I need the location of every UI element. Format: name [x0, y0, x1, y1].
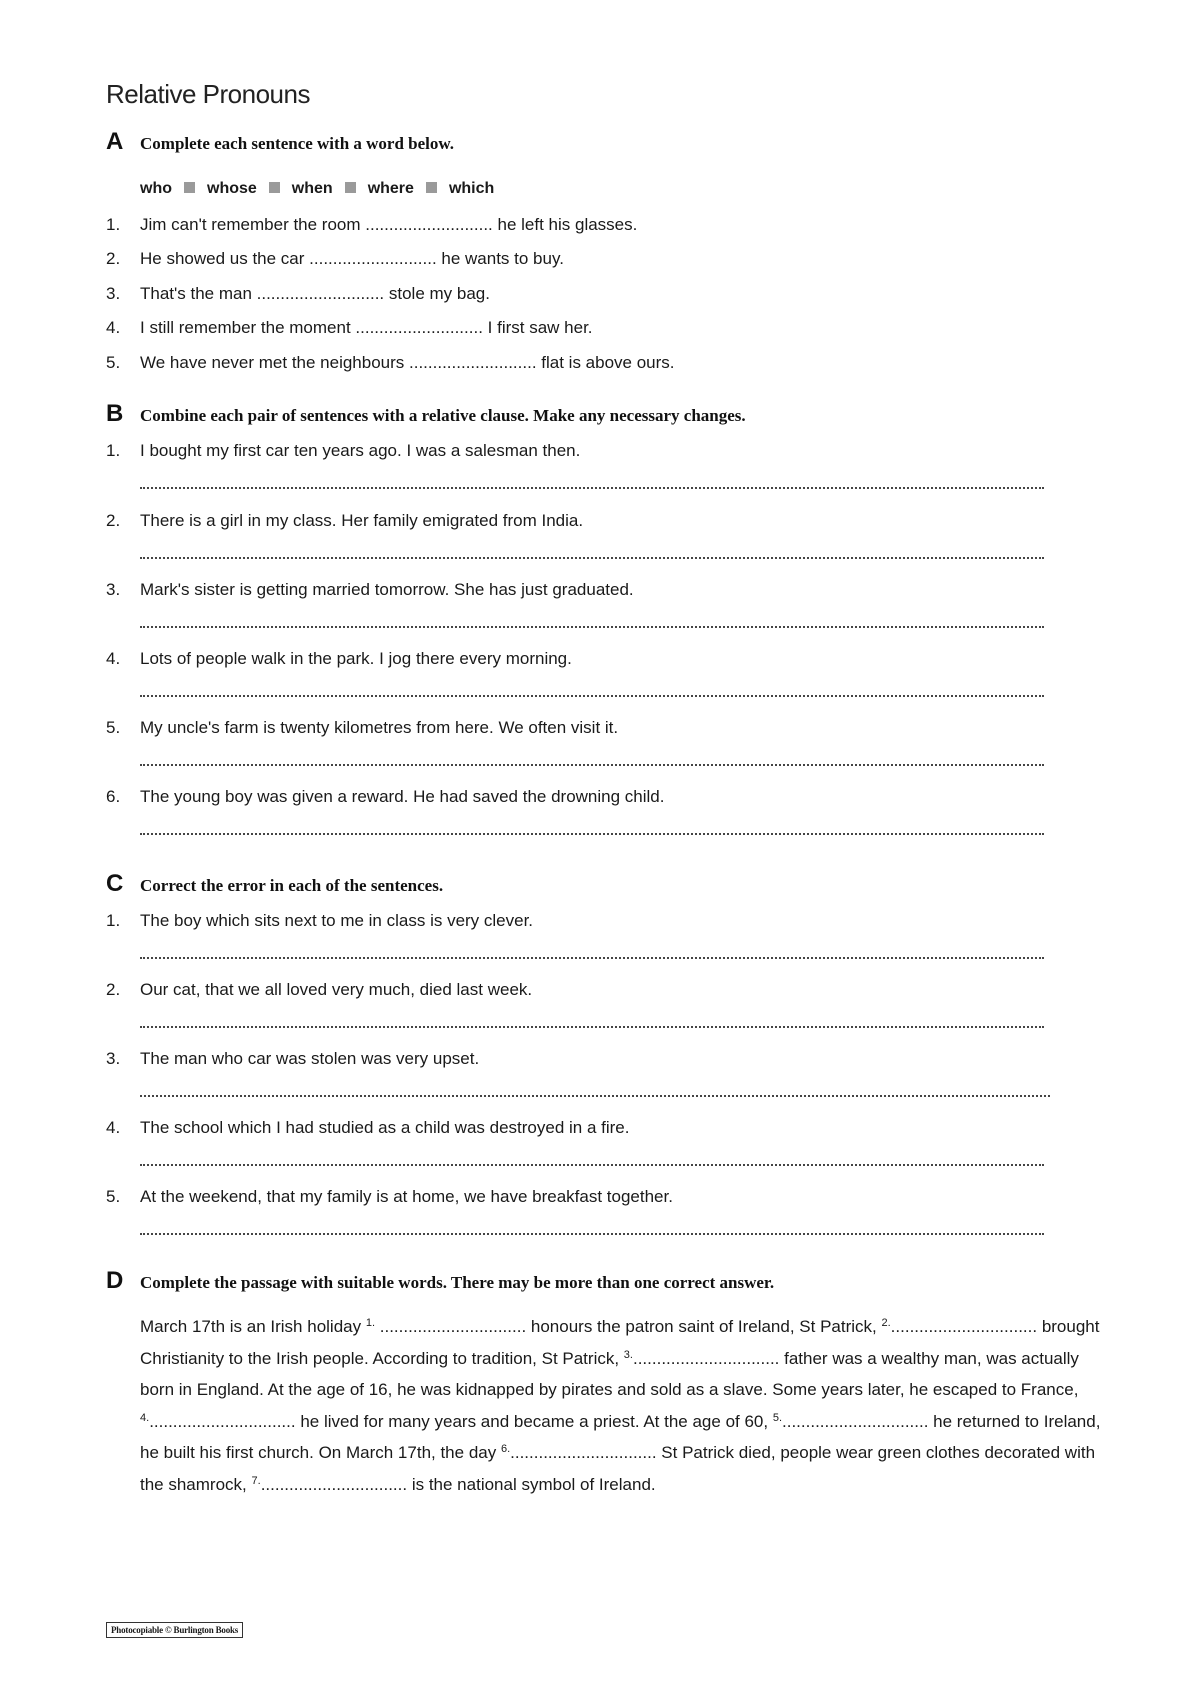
- separator-square-icon: [269, 182, 280, 193]
- section-a-letter: A: [106, 128, 124, 155]
- answer-line[interactable]: [140, 1233, 1044, 1235]
- section-d-letter: D: [106, 1267, 124, 1294]
- answer-line[interactable]: [140, 957, 1044, 959]
- separator-square-icon: [184, 182, 195, 193]
- item-number: 4.: [106, 1118, 121, 1137]
- gap-number: 1.: [365, 1317, 376, 1329]
- section-b-letter: B: [106, 400, 124, 427]
- item-text: We have never met the neighbours ........................... flat is above ours.: [140, 353, 675, 372]
- item-text: My uncle's farm is twenty kilometres from here. We often visit it.: [140, 718, 619, 737]
- passage-gap-text[interactable]: ............................... St Patrick died, people wear green clothes decorated with the shamrock,: [140, 1443, 1096, 1494]
- item-number: 4.: [106, 649, 121, 668]
- item-number: 3.: [106, 1049, 121, 1068]
- copyright-footer: Photocopiable © Burlington Books: [106, 1622, 243, 1638]
- passage-gap-text[interactable]: ............................... he returned to Ireland, he built his first church. On March 17th, the day: [140, 1411, 1101, 1462]
- gap-number: 7.: [251, 1474, 261, 1487]
- page-title: Relative Pronouns: [106, 79, 310, 109]
- item-number: 5.: [106, 718, 121, 737]
- item-text: The school which I had studied as a child was destroyed in a fire.: [140, 1118, 630, 1137]
- passage-gap-text[interactable]: ............................... brought Christianity to the Irish people. According to tradition, St Patrick,: [140, 1317, 1100, 1368]
- answer-line[interactable]: [140, 557, 1044, 559]
- answer-line[interactable]: [140, 695, 1044, 697]
- item-number: 1.: [106, 911, 121, 930]
- answer-line[interactable]: [140, 626, 1044, 628]
- item-number: 2.: [106, 249, 121, 268]
- item-text: The man who car was stolen was very upset.: [140, 1049, 480, 1068]
- word-box-word: when: [291, 180, 333, 197]
- passage-gap-text[interactable]: ............................... is the national symbol of Ireland.: [260, 1474, 656, 1494]
- answer-line[interactable]: [140, 1026, 1044, 1028]
- item-text: Mark's sister is getting married tomorrow. She has just graduated.: [140, 580, 634, 599]
- item-text: There is a girl in my class. Her family emigrated from India.: [140, 511, 584, 530]
- section-d-instruction: Complete the passage with suitable words. There may be more than one correct answer.: [140, 1273, 775, 1292]
- item-number: 5.: [106, 1187, 121, 1206]
- passage-text: March 17th is an Irish holiday: [140, 1317, 366, 1336]
- answer-line[interactable]: [140, 1164, 1044, 1166]
- separator-square-icon: [426, 182, 437, 193]
- item-text: Lots of people walk in the park. I jog there every morning.: [140, 649, 572, 668]
- passage-gap-text[interactable]: ............................... honours the patron saint of Ireland, St Patrick,: [375, 1317, 882, 1336]
- item-text: I still remember the moment ........................... I first saw her.: [140, 318, 593, 337]
- section-c-letter: C: [106, 870, 124, 897]
- word-box: [140, 180, 494, 198]
- section-a-instruction: Complete each sentence with a word below.: [140, 134, 454, 153]
- answer-line[interactable]: [140, 764, 1044, 766]
- gap-number: 5.: [772, 1411, 783, 1424]
- item-text: At the weekend, that my family is at home, we have breakfast together.: [140, 1187, 673, 1206]
- word-box-word: where: [367, 180, 414, 197]
- gap-number: 2.: [881, 1317, 891, 1329]
- passage-gap-text[interactable]: ............................... father was a wealthy man, was actually born in England. At the age of 16, he was kidnapped by pirates and sold as a slave. Some years later, he escaped to France,: [140, 1348, 1079, 1399]
- separator-square-icon: [345, 182, 356, 193]
- item-text: I bought my first car ten years ago. I was a salesman then.: [140, 441, 581, 460]
- item-number: 6.: [106, 787, 121, 806]
- item-number: 2.: [106, 511, 121, 530]
- item-text: Jim can't remember the room ........................... he left his glasses.: [140, 215, 638, 234]
- section-c-instruction: Correct the error in each of the sentences.: [140, 876, 444, 895]
- gap-number: 6.: [500, 1443, 511, 1455]
- item-text: He showed us the car ........................... he wants to buy.: [140, 249, 564, 268]
- item-number: 5.: [106, 353, 121, 372]
- answer-line[interactable]: [140, 487, 1044, 489]
- item-number: 2.: [106, 980, 121, 999]
- answer-line[interactable]: [140, 833, 1044, 835]
- gap-number: 3.: [623, 1348, 633, 1361]
- section-b-instruction: Combine each pair of sentences with a relative clause. Make any necessary changes.: [140, 406, 746, 425]
- item-number: 3.: [106, 284, 121, 303]
- item-text: The young boy was given a reward. He had saved the drowning child.: [140, 787, 665, 806]
- item-text: Our cat, that we all loved very much, died last week.: [140, 980, 533, 999]
- item-number: 1.: [106, 215, 121, 234]
- item-number: 4.: [106, 318, 121, 337]
- item-number: 3.: [106, 580, 121, 599]
- cloze-passage: [140, 1311, 1110, 1500]
- item-number: 1.: [106, 441, 121, 460]
- word-box-word: who: [140, 180, 172, 197]
- answer-line[interactable]: [140, 1095, 1050, 1097]
- item-text: The boy which sits next to me in class is very clever.: [140, 911, 534, 930]
- word-box-word: which: [448, 180, 495, 197]
- gap-number: 4.: [140, 1411, 150, 1424]
- word-box-word: whose: [207, 180, 257, 197]
- item-text: That's the man ........................... stole my bag.: [140, 284, 490, 303]
- passage-gap-text[interactable]: ............................... he lived for many years and became a priest. At the age of 60,: [149, 1411, 773, 1431]
